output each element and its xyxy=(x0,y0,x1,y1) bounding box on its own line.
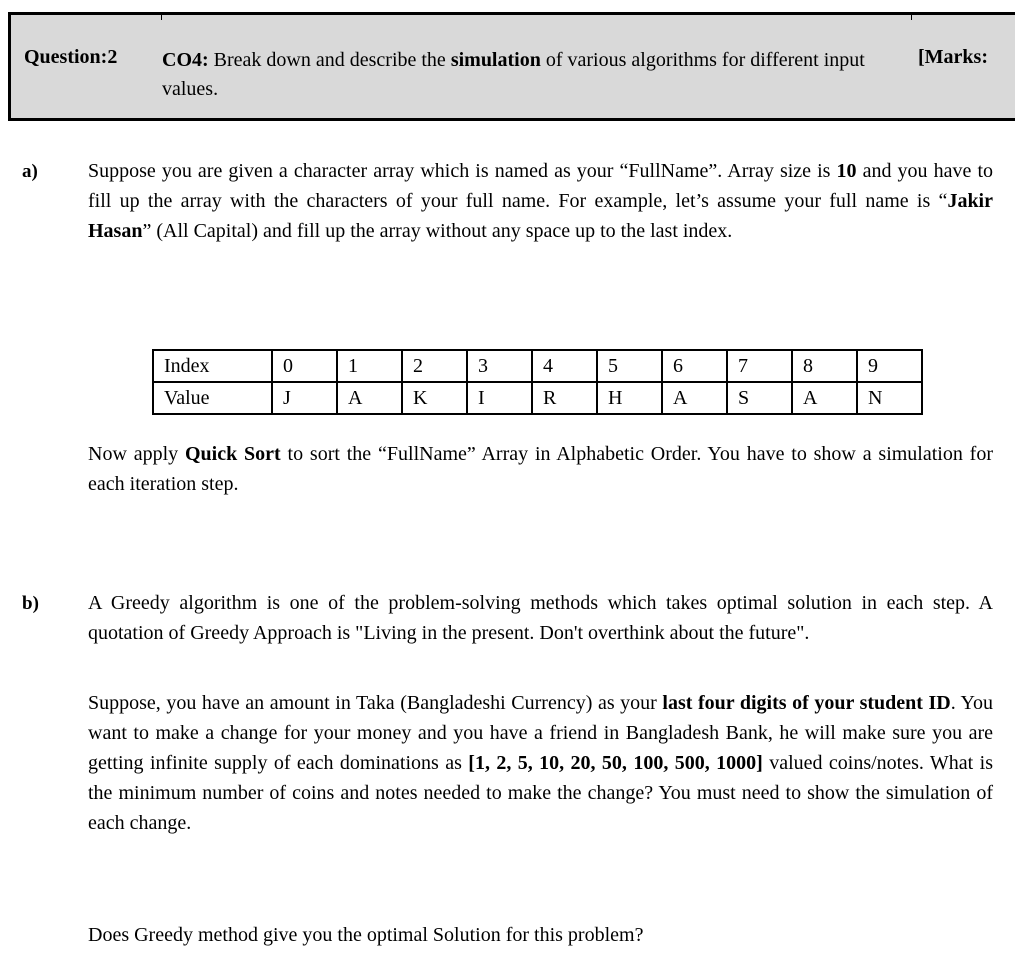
value-cell: I xyxy=(467,382,532,414)
index-header: Index xyxy=(153,350,272,382)
index-cell: 7 xyxy=(727,350,792,382)
amount-source: last four digits of your student ID xyxy=(662,692,951,714)
value-cell: K xyxy=(402,382,467,414)
denominations-list: [1, 2, 5, 10, 20, 50, 100, 500, 1000] xyxy=(468,752,763,774)
course-outcome-text xyxy=(162,46,902,104)
marks-label: [Marks: xyxy=(918,46,988,68)
part-a-label: a) xyxy=(22,161,38,182)
index-cell: 3 xyxy=(467,350,532,382)
value-cell: S xyxy=(727,382,792,414)
column-divider xyxy=(161,12,162,20)
part-a-paragraph-2 xyxy=(88,439,993,499)
value-cell: H xyxy=(597,382,662,414)
index-cell: 1 xyxy=(337,350,402,382)
part-b-paragraph-3: Does Greedy method give you the optimal Solution for this problem? xyxy=(88,924,644,946)
example-name: Jakir Hasan xyxy=(88,190,993,242)
text-span: valued coins/notes. What is the minimum number of coins and notes needed to make the change? You must need to show the simulation of each change. xyxy=(88,752,993,834)
index-cell: 8 xyxy=(792,350,857,382)
value-cell: R xyxy=(532,382,597,414)
text-span: Suppose you are given a character array which is named as your “FullName”. Array size is xyxy=(88,160,837,182)
array-size: 10 xyxy=(836,160,857,182)
index-cell: 6 xyxy=(662,350,727,382)
index-cell: 5 xyxy=(597,350,662,382)
index-cell: 2 xyxy=(402,350,467,382)
index-cell: 0 xyxy=(272,350,337,382)
question-label: Question:2 xyxy=(24,46,118,68)
value-header: Value xyxy=(153,382,272,414)
algorithm-name: Quick Sort xyxy=(184,443,281,465)
text-span: to sort the “FullName” Array in Alphabetic Order. You have to show a simulation for each iteration step. xyxy=(88,443,993,495)
part-b-paragraph-2 xyxy=(88,688,993,838)
value-cell: N xyxy=(857,382,922,414)
value-cell: A xyxy=(662,382,727,414)
part-a-paragraph-1 xyxy=(88,156,993,246)
course-outcome-label: CO4: xyxy=(162,49,209,71)
column-divider xyxy=(911,12,912,20)
co-text-pre: Break down and describe the xyxy=(208,49,451,71)
index-row xyxy=(153,350,922,382)
text-span: ” (All Capital) and fill up the array without any space up to the last index. xyxy=(142,220,733,242)
index-cell: 9 xyxy=(857,350,922,382)
text-span: . You want to make a change for your money and you have a friend in Bangladesh Bank, he will make sure you are getting infinite supply of each dominations as xyxy=(88,692,993,774)
value-cell: A xyxy=(792,382,857,414)
text-span: Suppose, you have an amount in Taka (Bangladeshi Currency) as your xyxy=(88,692,663,714)
value-cell: A xyxy=(337,382,402,414)
part-b-label: b) xyxy=(22,593,39,614)
text-span: Now apply xyxy=(88,443,185,465)
co-keyword: simulation xyxy=(450,49,541,71)
text-span: and you have to fill up the array with the characters of your full name. For example, let’s assume your full name is “ xyxy=(88,160,993,212)
part-b-paragraph-1: A Greedy algorithm is one of the problem-solving methods which takes optimal solution in each step. A quotation of Greedy Approach is "Living in the present. Don't overthink about the future". xyxy=(88,592,993,644)
co-text-post: of various algorithms for different input values. xyxy=(162,49,865,100)
fullname-array-table xyxy=(152,349,923,415)
value-cell: J xyxy=(272,382,337,414)
index-cell: 4 xyxy=(532,350,597,382)
value-row xyxy=(153,382,922,414)
